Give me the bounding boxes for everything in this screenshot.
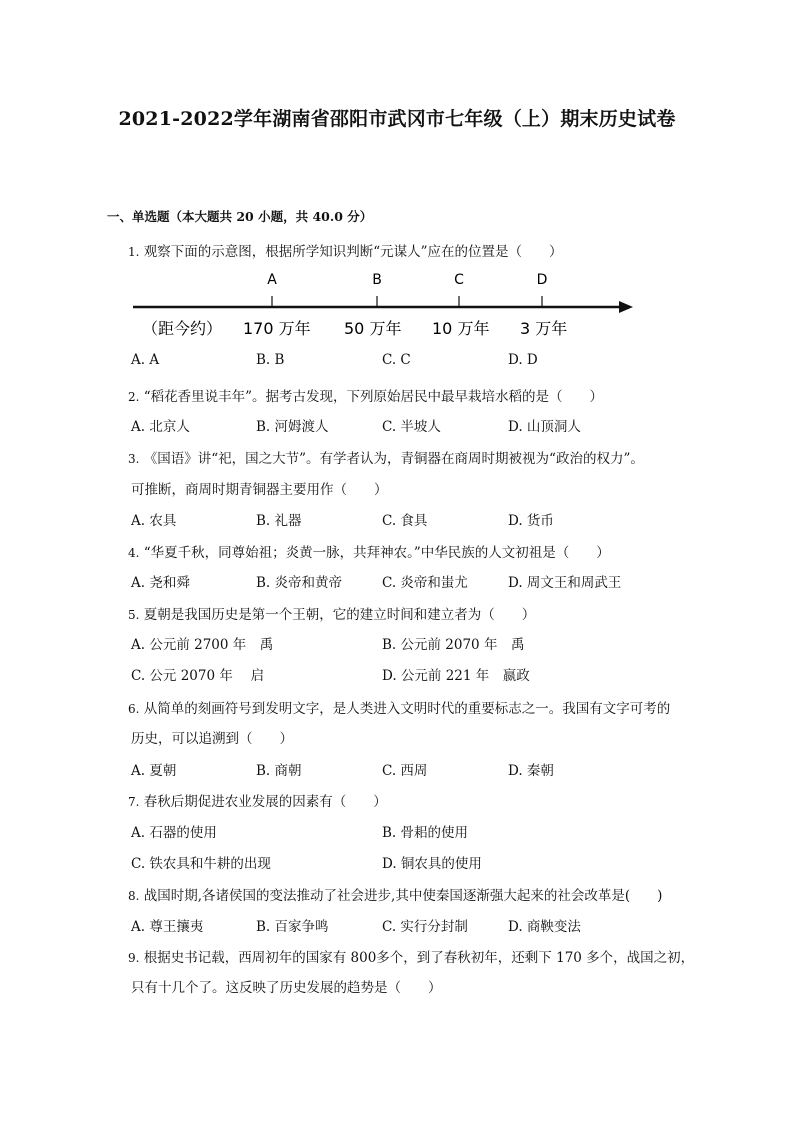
option-1a: A. A: [131, 352, 160, 368]
option-5b: B. 公元前 2070 年 禹: [382, 637, 525, 653]
option-6b: B. 商朝: [256, 763, 302, 779]
question-8: [128, 884, 662, 904]
question-number: 9.: [128, 951, 140, 965]
option-6a: A. 夏朝: [131, 763, 177, 779]
timeline-diagram: [128, 266, 648, 346]
option-6c: C. 西周: [382, 763, 428, 779]
option-6d: D. 秦朝: [508, 763, 554, 779]
option-8a: A. 尊王攘夷: [131, 919, 204, 935]
timeline-point-d: D: [536, 272, 548, 288]
question-number: 7.: [128, 795, 140, 809]
option-2d: D. 山顶洞人: [508, 419, 581, 435]
option-7b: B. 骨耜的使用: [382, 825, 469, 841]
question-number: 1.: [128, 245, 140, 259]
option-8d: D. 商鞅变法: [508, 919, 581, 935]
option-3a: A. 农具: [131, 513, 177, 529]
question-3: [128, 447, 644, 467]
option-3d: D. 货币: [508, 513, 554, 529]
exam-title: 2021-2022学年湖南省邵阳市武冈市七年级（上）期末历史试卷: [118, 108, 676, 130]
option-8b: B. 百家争鸣: [256, 919, 329, 935]
timeline-label-50: 50 万年: [344, 319, 402, 338]
question-number: 6.: [128, 702, 140, 716]
question-3-cont: 可推断，商周时期青铜器主要用作（ ）: [131, 482, 388, 498]
option-5d: D. 公元前 221 年 嬴政: [382, 668, 530, 684]
option-5a: A. 公元前 2700 年 禹: [131, 637, 274, 653]
question-text: 战国时期,各诸侯国的变法推动了社会进步,其中使秦国逐渐强大起来的社会改革是( ): [143, 888, 663, 904]
question-9-cont: 只有十几个了。这反映了历史发展的趋势是（ ）: [131, 980, 442, 996]
question-text: “华夏千秋，同尊始祖；炎黄一脉，共拜神农。”中华民族的人文初祖是（ ）: [143, 545, 610, 561]
timeline-point-a: A: [267, 272, 277, 288]
option-1d: D. D: [508, 352, 538, 368]
option-4c: C. 炎帝和蚩尤: [382, 575, 468, 591]
option-7d: D. 铜农具的使用: [382, 856, 482, 872]
option-7a: A. 石器的使用: [131, 825, 217, 841]
question-2: [128, 385, 603, 405]
question-7: [128, 790, 387, 810]
question-1: [128, 240, 563, 260]
question-4: [128, 541, 610, 561]
option-3b: B. 礼器: [256, 513, 302, 529]
question-5: [128, 603, 535, 623]
timeline-label-170: 170 万年: [243, 319, 311, 338]
option-4d: D. 周文王和周武王: [508, 575, 622, 591]
option-8c: C. 实行分封制: [382, 919, 468, 935]
option-7c: C. 铁农具和牛耕的出现: [131, 856, 271, 872]
option-5c: C. 公元 2070 年 启: [131, 668, 265, 684]
question-number: 3.: [128, 452, 140, 466]
question-number: 5.: [128, 608, 140, 622]
option-2c: C. 半坡人: [382, 419, 441, 435]
question-6-cont: 历史，可以追溯到（ ）: [131, 731, 293, 747]
option-3c: C. 食具: [382, 513, 428, 529]
question-text: 观察下面的示意图，根据所学知识判断“元谋人”应在的位置是（ ）: [143, 244, 563, 260]
question-number: 4.: [128, 546, 140, 560]
timeline-label-3: 3 万年: [520, 319, 568, 338]
timeline-point-b: B: [372, 272, 382, 288]
option-2a: A. 北京人: [131, 419, 190, 435]
question-text: 根据史书记载，西周初年的国家有 800多个，到了春秋初年，还剩下 170 多个，战国之初，: [143, 950, 695, 966]
question-9: [128, 946, 694, 966]
option-1b: B. B: [256, 352, 285, 368]
timeline-point-c: C: [454, 272, 464, 288]
option-1c: C. C: [382, 352, 411, 368]
question-number: 2.: [128, 390, 140, 404]
timeline-prefix: （距今约）: [142, 319, 223, 338]
question-number: 8.: [128, 889, 140, 903]
question-text: 从简单的刻画符号到发明文字，是人类进入文明时代的重要标志之一。我国有文字可考的: [143, 701, 671, 717]
option-2b: B. 河姆渡人: [256, 419, 329, 435]
question-6: [128, 697, 670, 717]
timeline-label-10: 10 万年: [432, 319, 490, 338]
section-heading: 一、单选题（本大题共 20 小题，共 40.0 分）: [107, 209, 373, 224]
option-4a: A. 尧和舜: [131, 575, 190, 591]
question-text: “稻花香里说丰年”。据考古发现，下列原始居民中最早栽培水稻的是（ ）: [143, 389, 604, 405]
option-4b: B. 炎帝和黄帝: [256, 575, 343, 591]
question-text: 春秋后期促进农业发展的因素有（ ）: [143, 794, 387, 810]
question-text: 夏朝是我国历史是第一个王朝，它的建立时间和建立者为（ ）: [143, 607, 536, 623]
timeline-arrowhead: [619, 301, 633, 313]
question-text: 《国语》讲“祀，国之大节”。有学者认为，青铜器在商周时期被视为“政治的权力”。: [143, 451, 644, 467]
